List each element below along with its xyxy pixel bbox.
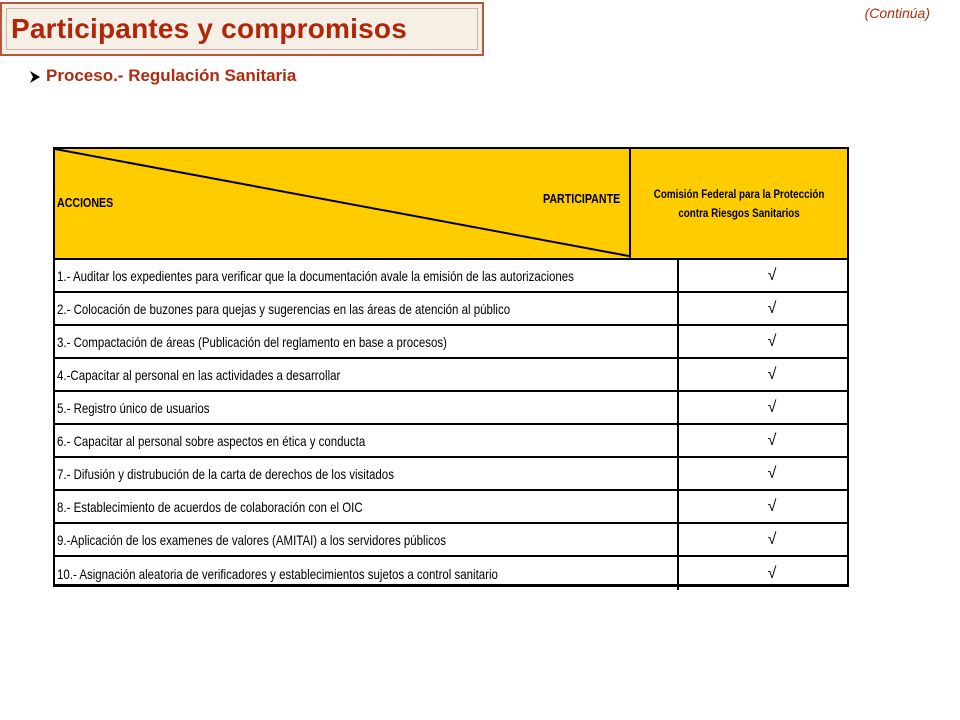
action-cell [55,260,679,291]
subtitle-text: Proceso.- Regulación Sanitaria [46,66,297,85]
action-text: 7.- Difusión y distrubución de la carta de derechos de los visitados [57,465,394,482]
action-text: 3.- Compactación de áreas (Publicación del reglamento en base a procesos) [57,333,447,350]
table-row [55,425,847,458]
action-text: 2.- Colocación de buzones para quejas y sugerencias en las áreas de atención al público [57,300,511,317]
commitments-table [53,147,849,587]
check-mark: √ [767,530,777,548]
table-row [55,359,847,392]
action-text: 4.-Capacitar al personal en las actividades a desarrollar [57,366,341,383]
check-mark: √ [767,365,777,383]
page-title: Participantes y compromisos [11,13,407,44]
action-text: 6.- Capacitar al personal sobre aspectos en ética y conducta [57,432,366,449]
table-row [55,326,847,359]
action-cell [55,293,679,324]
check-mark: √ [767,464,777,482]
action-cell [55,359,679,390]
continua-label: (Continúa) [864,5,930,21]
table-row [55,260,847,293]
action-cell [55,326,679,357]
title-box [0,2,484,56]
check-mark: √ [767,398,777,416]
action-cell [55,491,679,522]
action-cell [55,557,679,590]
table-row [55,458,847,491]
header-org-cell [631,149,847,258]
title-frame [6,8,478,50]
header-org-line2: contra Riesgos Sanitarios [678,205,800,220]
header-left-cell [55,149,631,258]
header-participante: PARTICIPANTE [543,191,621,206]
table-row [55,293,847,326]
header-org-line1: Comisión Federal para la Protección [653,186,825,201]
table-row [55,524,847,557]
check-mark: √ [767,299,777,317]
header-org-name [654,185,825,223]
action-cell [55,425,679,456]
check-mark: √ [767,497,777,515]
table-body [55,260,847,590]
table-row [55,557,847,590]
check-mark: √ [767,266,777,284]
action-text: 10.- Asignación aleatoria de verificadores y establecimientos sujetos a control sanitario [57,565,498,582]
check-mark: √ [767,332,777,350]
table-header [55,149,847,260]
action-text: 8.- Establecimiento de acuerdos de colaboración con el OIC [57,498,363,515]
action-cell [55,524,679,555]
table-row [55,491,847,524]
table-row [55,392,847,425]
action-cell [55,392,679,423]
action-text: 1.- Auditar los expedientes para verificar que la documentación avale la emisión de las autorizaciones [57,267,574,284]
action-text: 9.-Aplicación de los examenes de valores (AMITAI) a los servidores públicos [57,531,447,548]
check-mark: √ [767,564,777,582]
header-acciones: ACCIONES [57,195,114,210]
process-subtitle [28,66,296,86]
action-cell [55,458,679,489]
action-text: 5.- Registro único de usuarios [57,399,210,416]
check-mark: √ [767,431,777,449]
arrow-bullet-icon [28,69,42,83]
